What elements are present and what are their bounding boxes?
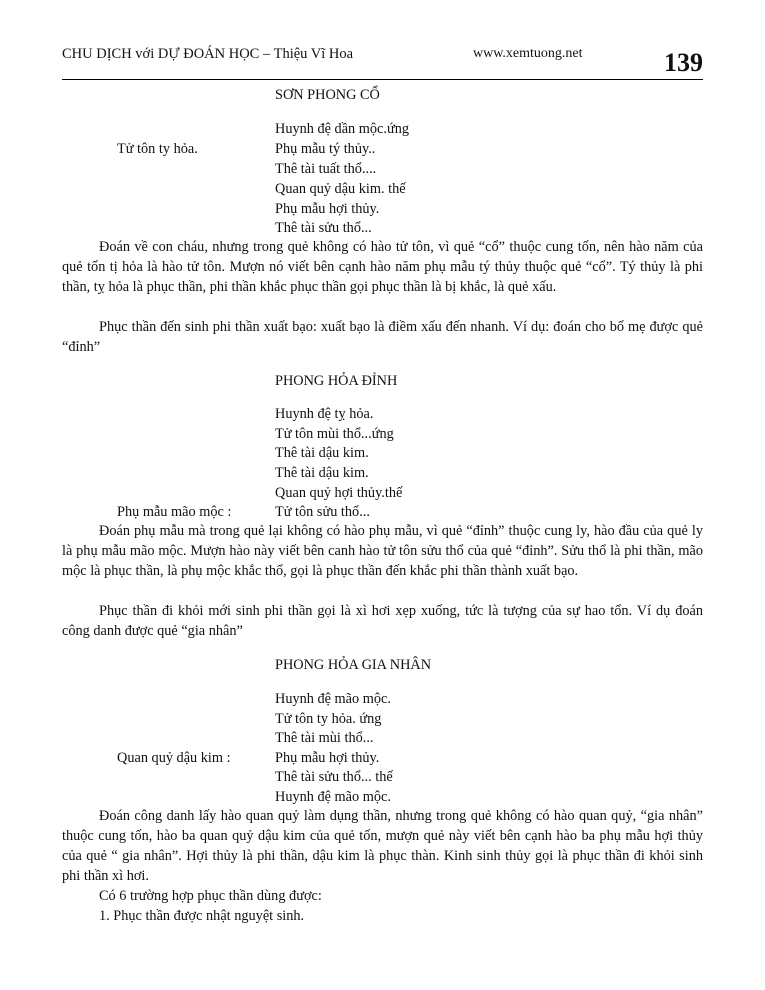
- hexagram-line: Quan quỷ dậu kim. thế: [275, 181, 406, 197]
- website-label: www.xemtuong.net: [473, 46, 583, 61]
- hidden-line-label: Tử tôn ty hỏa.: [117, 141, 198, 157]
- body-paragraph: Đoán phụ mẫu mà trong quẻ lại không có hào phụ mẫu, vì quẻ “đỉnh” thuộc cung ly, hào đầu của quẻ ly là phụ mẫu mão mộc. Mượn hào này viết bên canh hào tử tôn sửu thổ của quẻ “đỉnh”. Sửu thổ là phi thần, mão mộc là phục thần, là phụ mộc khắc thổ, gọi là phục thần đến khắc phi thần thành xuất bạo.: [62, 523, 703, 579]
- list-item: 1. Phục thần được nhật nguyệt sinh.: [99, 908, 305, 924]
- body-paragraph: Đoán về con cháu, nhưng trong quẻ không có hào tử tôn, vì quẻ “cổ” thuộc cung tốn, nên hào năm của quẻ tốn tị hỏa là hào tử tôn. Mượn nó viết bên cạnh hào năm phụ mẫu tý thủy thuộc quẻ “cổ”. Tý thủy là phi thần, tỵ hỏa là phục thần, phi thần khắc phục thần gọi phục thần là bị khắc, là quẻ xấu.: [62, 239, 703, 295]
- hexagram-line: Thê tài dậu kim.: [275, 445, 369, 461]
- hexagram-line: Phụ mẫu hợi thủy.: [275, 750, 380, 766]
- body-paragraph: Đoán công danh lấy hào quan quỷ làm dụng thần, nhưng trong quẻ không có hào quan quỷ, “gia nhân” thuộc cung tốn, hào ba quan quỷ dậu kim của quẻ tốn, mượn quẻ này viết bên cạnh hào ba phụ mẫu hợi thủy của quẻ “ gia nhân”. Hợi thủy là phi thần, dậu kim là phục thàn. Kinh sinh thủy gọi là phục thần đi khỏi sinh phi thần xì hơi.: [62, 808, 703, 884]
- hexagram-line: Quan quỷ hợi thủy.thế: [275, 485, 403, 501]
- header-divider: [62, 79, 703, 80]
- hexagram-line: Tử tôn ty hỏa. ứng: [275, 711, 382, 727]
- hexagram-line: Huynh đệ mão mộc.: [275, 691, 391, 707]
- hexagram-line: Huynh đệ dần mộc.ứng: [275, 121, 410, 137]
- hexagram-line: Thê tài sửu thổ...: [275, 220, 372, 236]
- hexagram-line: Thê tài tuất thổ....: [275, 161, 377, 177]
- page-number: 139: [664, 48, 703, 77]
- hexagram-line: Thê tài sửu thổ... thế: [275, 769, 393, 785]
- hexagram-heading-phong-hoa-dinh: PHONG HỎA ĐỈNH: [275, 373, 398, 389]
- book-title: CHU DỊCH với DỰ ĐOÁN HỌC – Thiệu Vĩ Hoa: [62, 46, 354, 62]
- hexagram-line: Thê tài dậu kim.: [275, 465, 369, 481]
- hexagram-heading-phong-hoa-gia-nhan: PHONG HỎA GIA NHÂN: [275, 657, 432, 673]
- hexagram-heading-son-phong-co: SƠN PHONG CỔ: [275, 87, 380, 103]
- hexagram-line: Thê tài mùi thổ...: [275, 730, 374, 746]
- hexagram-line: Huynh đệ tỵ hỏa.: [275, 406, 374, 422]
- hexagram-line: Phụ mẫu hợi thủy.: [275, 201, 380, 217]
- hexagram-line: Phụ mẫu tý thủy..: [275, 141, 376, 157]
- hexagram-line: Tử tôn sửu thổ...: [275, 504, 370, 520]
- body-paragraph: Phục thần đến sinh phi thần xuất bạo: xuất bạo là điềm xấu đến nhanh. Ví dụ: đoán cho bố mẹ được quẻ “đỉnh”: [62, 319, 703, 355]
- hidden-line-label: Phụ mẫu mão mộc :: [117, 504, 232, 520]
- body-paragraph: Phục thần đi khỏi mới sinh phi thần gọi là xì hơi xẹp xuống, tức là tượng của sự hao tổn. Ví dụ đoán công danh được quẻ “gia nhân”: [62, 603, 703, 639]
- hexagram-line: Huynh đệ mão mộc.: [275, 789, 391, 805]
- hexagram-line: Tử tôn mùi thổ...ứng: [275, 426, 394, 442]
- hidden-line-label: Quan quỷ dậu kim :: [117, 750, 231, 766]
- body-paragraph: Có 6 trường hợp phục thần dùng được:: [99, 888, 322, 904]
